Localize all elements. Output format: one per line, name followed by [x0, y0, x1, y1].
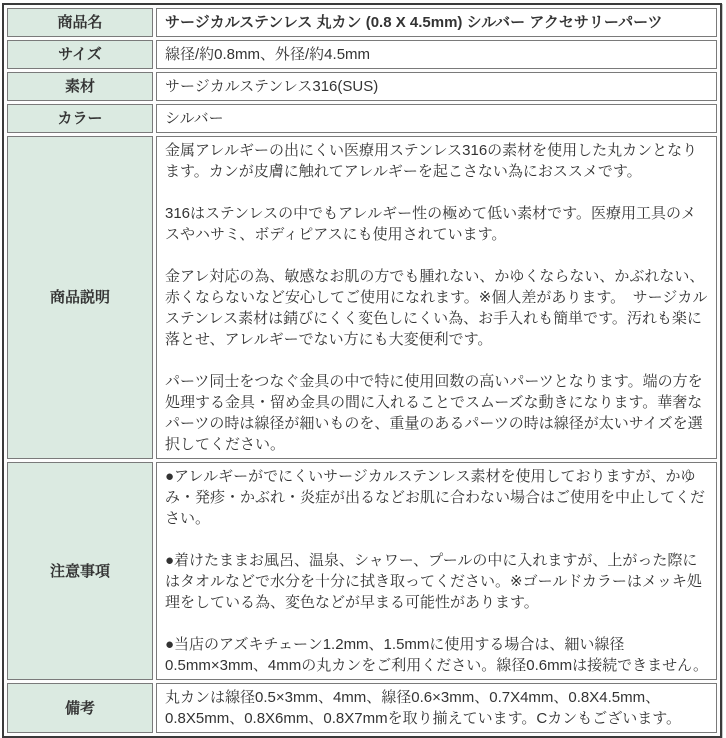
- row-label-size: サイズ: [7, 40, 153, 69]
- row-notes: [7, 683, 717, 733]
- row-value-material: [156, 72, 717, 101]
- row-size: [7, 40, 717, 69]
- description-paragraph-3: 金アレ対応の為、敏感なお肌の方でも腫れない、かゆくならない、かぶれない、赤くならないなど安心してご使用になれます。※個人差があります。 サージカルステンレス素材は錆びにくく変色しにくい為、お手入れも簡単です。汚れも楽に落とせ、アレルギーでない方にも大変便利です。: [165, 268, 708, 348]
- row-value-notes: [156, 683, 717, 733]
- row-product-name: [7, 8, 717, 37]
- row-label-product-name: 商品名: [7, 8, 153, 37]
- precaution-bullet-3: ●当店のアズキチェーン1.2mm、1.5mmに使用する場合は、細い線径0.5mm×3mm、4mmの丸カンをご利用ください。線径0.6mmは接続できません。: [165, 636, 709, 674]
- size-text: 線径/約0.8mm、外径/約4.5mm: [165, 46, 371, 63]
- notes-text: 丸カンは線径0.5×3mm、4mm、線径0.6×3mm、0.7X4mm、0.8X4.5mm、0.8X5mm、0.8X6mm、0.8X7mmを取り揃えています。Cカンもございます。: [165, 689, 682, 727]
- description-paragraph-1: 金属アレルギーの出にくい医療用ステンレス316の素材を使用した丸カンとなります。カンが皮膚に触れてアレルギーを起こさない為におススメです。: [165, 142, 698, 180]
- description-paragraph-2: 316はステンレスの中でもアレルギー性の極めて低い素材です。医療用工具のメスやハサミ、ボディピアスにも使用されています。: [165, 205, 696, 243]
- product-spec-table: [2, 3, 722, 738]
- row-material: [7, 72, 717, 101]
- row-label-notes: 備考: [7, 683, 153, 733]
- row-value-precautions: [156, 462, 717, 680]
- description-paragraph-4: パーツ同士をつなぐ金具の中で特に使用回数の高いパーツとなります。端の方を処理する金具・留め金具の間に入れることでスムーズな動きになります。華奢なパーツの時は線径が細いものを、重量のあるパーツの時は線径が太いサイズを選択してください。: [165, 373, 703, 453]
- row-label-color: カラー: [7, 104, 153, 133]
- product-name-text: サージカルステンレス 丸カン (0.8 X 4.5mm) シルバー アクセサリーパーツ: [165, 14, 663, 31]
- material-text: サージカルステンレス316(SUS): [165, 78, 379, 95]
- row-value-color: [156, 104, 717, 133]
- row-value-size: [156, 40, 717, 69]
- color-text: シルバー: [165, 110, 224, 127]
- row-precautions: [7, 462, 717, 680]
- precaution-bullet-1: ●アレルギーがでにくいサージカルステンレス素材を使用しておりますが、かゆみ・発疹・かぶれ・炎症が出るなどお肌に合わない場合はご使用を中止してください。: [165, 468, 706, 527]
- row-label-description: 商品説明: [7, 136, 153, 459]
- precaution-bullet-2: ●着けたままお風呂、温泉、シャワー、プールの中に入れますが、上がった際にはタオルなどで水分を十分に拭き取ってください。※ゴールドカラーはメッキ処理をしている為、変色などが早まる可能性があります。: [165, 552, 702, 611]
- row-label-material: 素材: [7, 72, 153, 101]
- row-description: [7, 136, 717, 459]
- row-label-precautions: 注意事項: [7, 462, 153, 680]
- row-color: [7, 104, 717, 133]
- row-value-description: [156, 136, 717, 459]
- row-value-product-name: [156, 8, 717, 37]
